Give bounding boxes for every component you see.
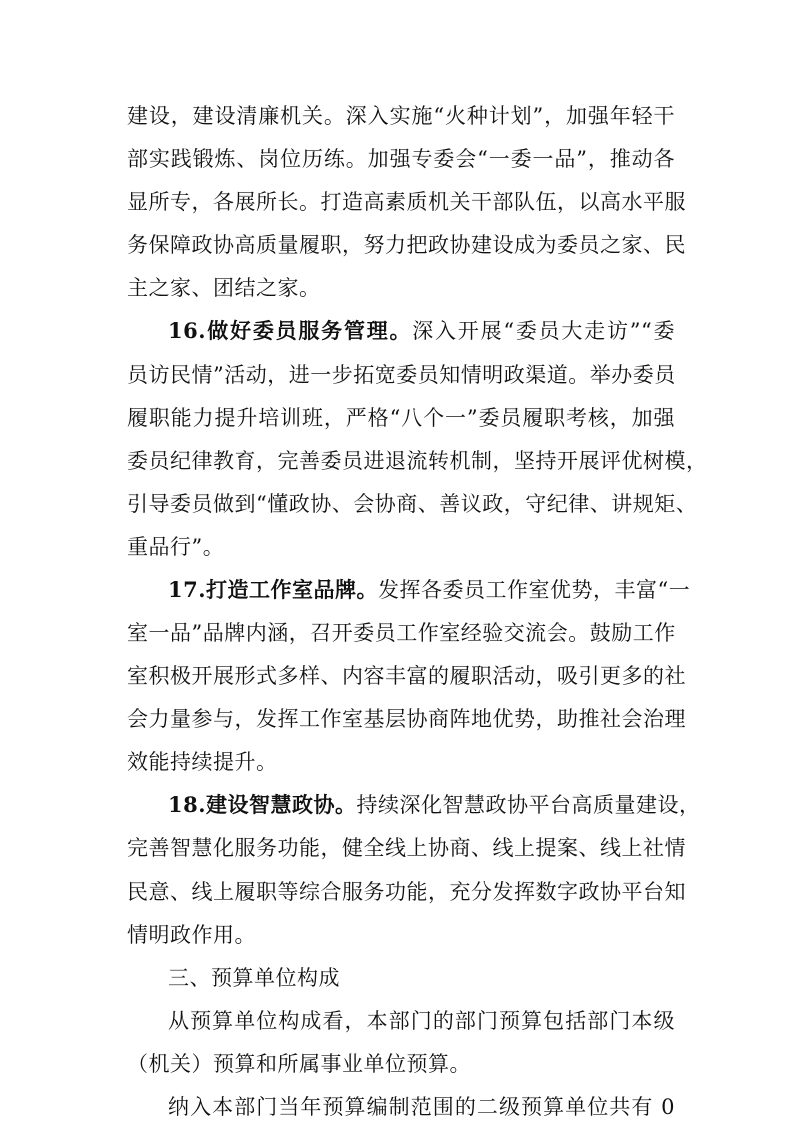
paragraph-line: 主之家、团结之家。 xyxy=(127,276,321,300)
paragraph-first-line xyxy=(168,790,701,820)
paragraph-line: 会力量参与，发挥工作室基层协商阵地优势，助推社会治理 xyxy=(127,707,686,731)
paragraph-line: 务保障政协高质量履职，努力把政协建设成为委员之家、民 xyxy=(127,233,686,257)
paragraph-line: 显所专，各展所长。打造高素质机关干部队伍，以高水平服 xyxy=(127,190,686,214)
paragraph-line: 委员纪律教育，完善委员进退流转机制，坚持开展评优树模， xyxy=(127,449,708,473)
paragraph-line: 室一品”品牌内涵，召开委员工作室经验交流会。鼓励工作 xyxy=(127,621,676,645)
paragraph-first-line xyxy=(168,316,675,346)
paragraph-first-line xyxy=(168,575,691,605)
paragraph-line: 员访民情”活动，进一步拓宽委员知情明政渠道。举办委员 xyxy=(127,363,676,387)
paragraph-line: 履职能力提升培训班，严格“八个一”委员履职考核，加强 xyxy=(127,406,675,430)
paragraph-text: 深入开展“委员大走访”“委 xyxy=(412,319,675,343)
paragraph-line: 建设，建设清廉机关。深入实施“火种计划”，加强年轻干 xyxy=(127,104,675,128)
paragraph-line: 引导委员做到“懂政协、会协商、善议政，守纪律、讲规矩、 xyxy=(127,492,698,516)
section-title: 三、预算单位构成 xyxy=(168,966,340,990)
paragraph-text: 持续深化智慧政协平台高质量建设， xyxy=(356,793,701,817)
paragraph-line: 从预算单位构成看，本部门的部门预算包括部门本级 xyxy=(168,1009,675,1033)
paragraph-line: 效能持续提升。 xyxy=(127,750,278,774)
item-heading-17: 17.打造工作室品牌。 xyxy=(168,577,379,602)
paragraph-line: 室积极开展形式多样、内容丰富的履职活动，吸引更多的社 xyxy=(127,664,686,688)
paragraph-text: 发挥各委员工作室优势，丰富“一 xyxy=(378,578,691,602)
paragraph-line: 部实践锻炼、岗位历练。加强专委会“一委一品”，推动各 xyxy=(127,147,675,171)
paragraph-line: 重品行”。 xyxy=(127,535,225,559)
paragraph-line: 民意、线上履职等综合服务功能，充分发挥数字政协平台知 xyxy=(127,880,686,904)
paragraph-line: 情明政作用。 xyxy=(127,923,256,947)
paragraph-line: （机关）预算和所属事业单位预算。 xyxy=(127,1052,471,1076)
paragraph-line: 纳入本部门当年预算编制范围的二级预算单位共有 0 xyxy=(168,1095,675,1119)
paragraph-line: 完善智慧化服务功能，健全线上协商、线上提案、线上社情 xyxy=(127,836,686,860)
item-heading-18: 18.建设智慧政协。 xyxy=(168,792,357,817)
item-heading-16: 16.做好委员服务管理。 xyxy=(168,318,413,343)
